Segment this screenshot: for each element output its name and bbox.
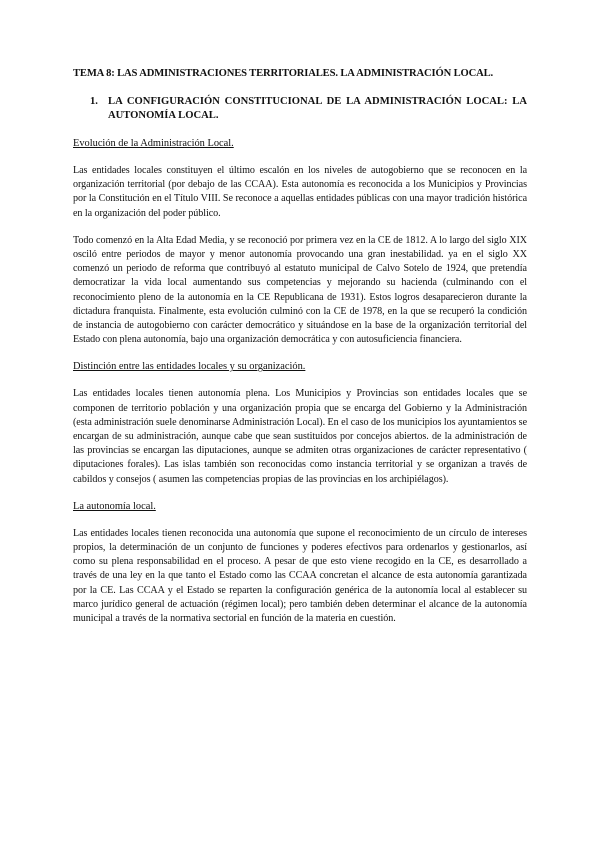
subheading-autonomia: La autonomía local.: [73, 500, 156, 512]
paragraph: Las entidades locales constituyen el último escalón en los niveles de autogobierno que se reconocen en la organización territorial (por debajo de las CCAA). Esta autonomía es reconocida a los Municipios y Provincias por la Constitución en el Título VIII. Se reconoce a aquellas entidades públicas con una mayor tradición histórica en la organización del poder público.: [73, 165, 527, 219]
subheading-distincion: Distinción entre las entidades locales y su organización.: [73, 361, 306, 373]
section-number: 1.: [90, 96, 98, 107]
section-heading: [73, 95, 527, 123]
subheading-evolucion: Evolución de la Administración Local.: [73, 138, 234, 149]
section-title: LA CONFIGURACIÓN CONSTITUCIONAL DE LA ADMINISTRACIÓN LOCAL: LA AUTONOMÍA LOCAL.: [108, 96, 527, 121]
paragraph: Las entidades locales tienen reconocida una autonomía que supone el reconocimiento de un círculo de intereses propios, la determinación de un conjunto de funciones y poderes efectivos para ordenarlos y gestionarlos, así como su plena responsabilidad en el proceso. A pesar de que esto viene recogido en la CE, es desarrollado a través de una ley en la que tanto el Estado como las CCAA concretan el alcance de esta autonomía garantizada por la CE. Las CCAA y el Estado se reparten la configuración genérica de la autonomía local al establecer su marco jurídico general de actuación (régimen local); pero también deben determinar el alcance de la autonomía municipal a través de la normativa sectorial en función de la materia en cuestión.: [73, 527, 527, 625]
paragraph: Todo comenzó en la Alta Edad Media, y se reconoció por primera vez en la CE de 1812. A lo largo del siglo XIX osciló entre periodos de mayor y menor autonomía provocando una gran inestabilidad. ya en el siglo XX comenzó un periodo de reforma que contribuyó al estatuto municipal de Calvo Sotelo de 1924, que pretendía democratizar la vida local aumentando sus competencias y mejorando su hacienda (culminando con el reconocimiento pleno de la autonomía en la CE Republicana de 1931). Estos logros desaparecieron durante la dictadura franquista. Finalmente, esta evolución culminó con la CE de 1978, en la que se recuperó la condición de instancia de autogobierno con carácter democrático y situándose en la base de la organización territorial del Estado con plena autonomía, bajo una organización democrática y con autosuficiencia financiera.: [73, 234, 527, 346]
document-page: [73, 68, 527, 639]
paragraph: Las entidades locales tienen autonomía plena. Los Municipios y Provincias son entidades locales que se componen de territorio población y una organización propia que se encarga del Gobierno y la Administración (esta administración suele denominarse Administración Local). En el caso de los municipios los ayuntamientos se encargan de su administración, aunque cabe que sean sustituidos por concejos abiertos. de la administración de las provincias se encargan las diputaciones, aunque se admiten otras organizaciones de carácter representativo ( diputaciones forales). Las islas también son reconocidas como instancia territorial y se organizan a través de cabildos y consejos ( asumen las competencias propias de las provincias en los archipiélagos).: [73, 388, 527, 485]
document-title: TEMA 8: LAS ADMINISTRACIONES TERRITORIALES. LA ADMINISTRACIÓN LOCAL.: [73, 68, 494, 79]
